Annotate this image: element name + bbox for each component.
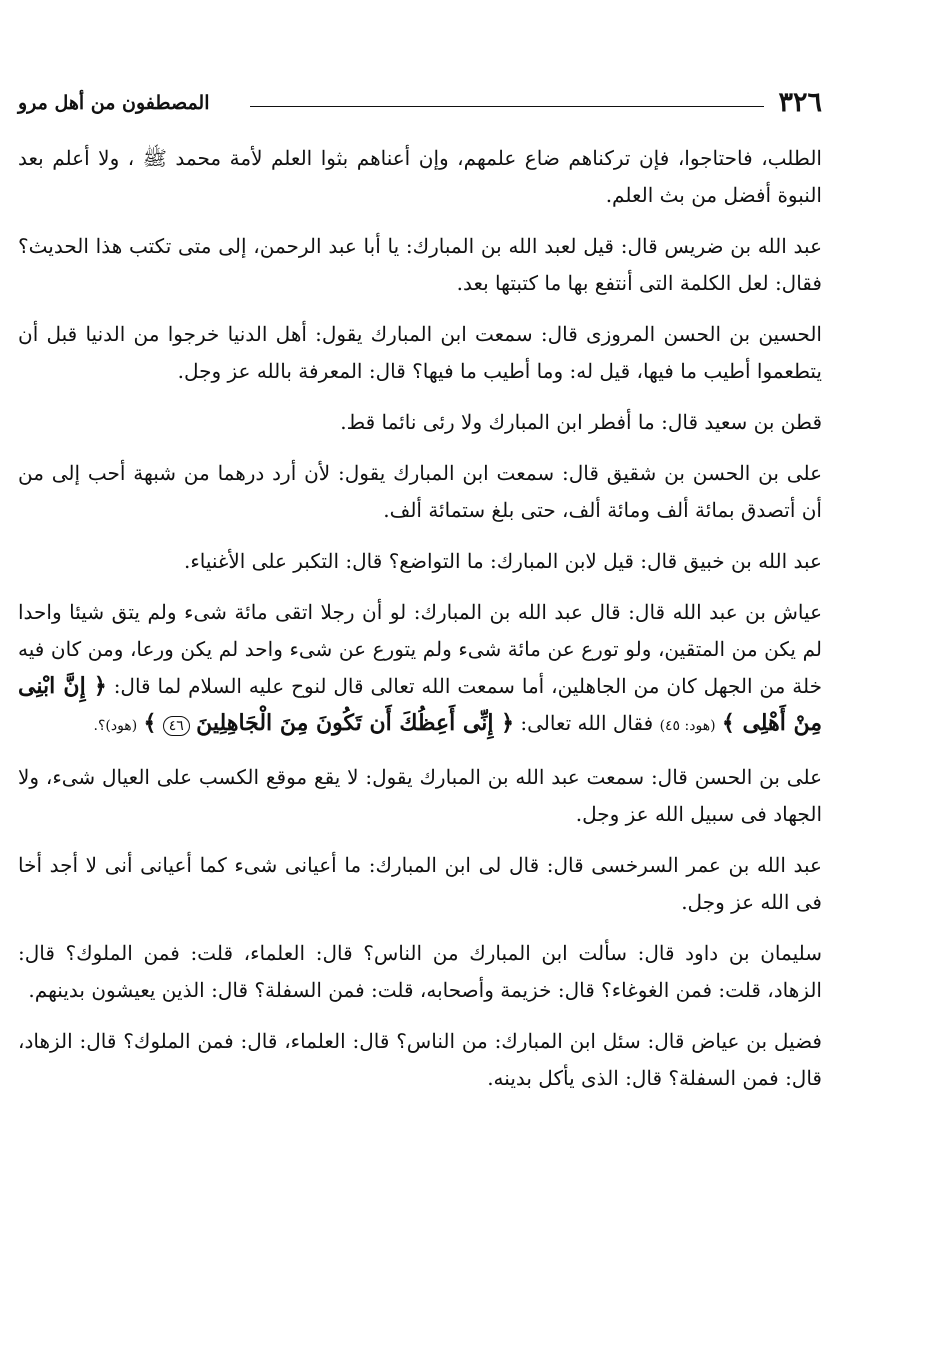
paragraph: عبد الله بن خبيق قال: قيل لابن المبارك: ما التواضع؟ قال: التكبر على الأغنياء.: [183, 549, 822, 573]
paragraph-text: فقال الله تعالى:: [520, 711, 654, 735]
header-rule: [250, 106, 765, 107]
running-title: المصطفون من أهل مرو: [18, 92, 210, 114]
page-number: ٣٢٦: [778, 87, 822, 118]
verse-reference: (هود: ٤٥): [659, 718, 716, 734]
paragraph: عبد الله بن ضريس قال: قيل لعبد الله بن المبارك: يا أبا عبد الرحمن، إلى متى تكتب هذا الحديث؟ فقال: لعل الكلمة التى أنتفع بها ما كتبتها بعد.: [18, 234, 822, 295]
paragraph: سليمان بن داود قال: سألت ابن المبارك من الناس؟ قال: العلماء، قلت: فمن الملوك؟ قال: الزهاد، قلت: فمن الغوغاء؟ قال: خزيمة وأصحابه، قلت: فمن السفلة؟ قال: الذين يعيشون بدينهم.: [18, 941, 822, 1002]
paragraph: على بن الحسن بن شقيق قال: سمعت ابن المبارك يقول: لأن أرد درهما من شبهة أحب إلى من أن أتصدق بمائة ألف ومائة ألف، حتى بلغ ستمائة ألف.: [18, 461, 822, 522]
quran-verse: ﴿ إِنَّ ابْنِى مِنْ أَهْلِى ﴾: [18, 673, 822, 736]
quran-verse-close: ﴾: [143, 710, 157, 736]
paragraph: على بن الحسن قال: سمعت عبد الله بن المبارك يقول: لا يقع موقع الكسب على العيال شىء، ولا الجهاد فى سبيل الله عز وجل.: [18, 765, 822, 826]
page-header: [18, 86, 822, 120]
paragraph-with-quran-verse: [18, 594, 822, 745]
paragraph: فضيل بن عياض قال: سئل ابن المبارك: من الناس؟ قال: العلماء، قال: فمن الملوك؟ قال: الزهاد، قال: فمن السفلة؟ قال: الذى يأكل بدينه.: [18, 1029, 822, 1090]
quran-verse: ﴿ إِنِّى أَعِظُكَ أَن تَكُونَ مِنَ الْجَاهِلِينَ: [196, 710, 515, 736]
verse-reference: (هود)؟.: [93, 718, 138, 734]
paragraph: الطلب، فاحتاجوا، فإن تركناهم ضاع علمهم، وإن أعناهم بثوا العلم لأمة محمد ﷺ ، ولا أعلم بعد النبوة أفضل من بث العلم.: [18, 146, 822, 207]
paragraph: عبد الله بن عمر السرخسى قال: قال لى ابن المبارك: ما أعيانى شىء كما أعيانى أنى لا أجد أخا فى الله عز وجل.: [18, 853, 822, 914]
paragraph: الحسين بن الحسن المروزى قال: سمعت ابن المبارك يقول: أهل الدنيا خرجوا من الدنيا قبل أن يتطعموا أطيب ما فيها، قيل له: وما أطيب ما فيها؟ قال: المعرفة بالله عز وجل.: [18, 322, 822, 383]
body-text: [18, 140, 822, 1111]
paragraph-text: عياش بن عبد الله قال: قال عبد الله بن المبارك: لو أن رجلا اتقى مائة شىء ولم يتق شيئا واحدا لم يكن من المتقين، ولو تورع عن مائة شىء ولم يتورع عن شىء واحد لم يكن ورعا، ومن كان فيه خلة من الجهل كان من الجاهلين، أما سمعت الله تعالى قال لنوح عليه السلام لما قال:: [18, 600, 822, 698]
ayah-number-mark: ٤٦: [163, 716, 190, 736]
paragraph: قطن بن سعيد قال: ما أفطر ابن المبارك ولا رئى نائما قط.: [340, 410, 822, 434]
